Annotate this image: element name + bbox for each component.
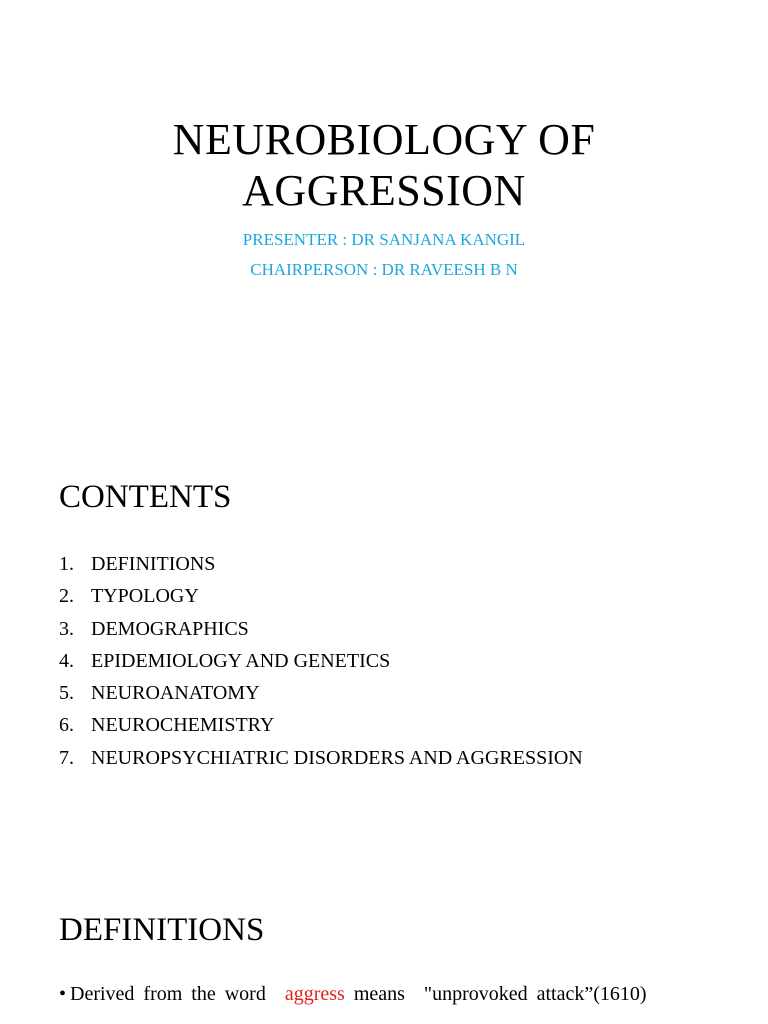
contents-item-label: TYPOLOGY (91, 585, 199, 608)
contents-item-number: 1. (59, 553, 74, 575)
contents-item (59, 677, 583, 709)
contents-item-label: NEUROANATOMY (91, 682, 260, 705)
contents-item-number: 6. (59, 714, 74, 737)
bullet-quote-text: "unprovoked attack”(1610) (423, 983, 647, 1005)
contents-list (59, 548, 583, 774)
definitions-heading: DEFINITIONS (59, 912, 265, 948)
contents-item-number: 7. (59, 746, 74, 769)
contents-item (59, 645, 583, 677)
chairperson-line: CHAIRPERSON : DR RAVEESH B N (250, 260, 518, 279)
contents-item-label: DEMOGRAPHICS (91, 617, 249, 640)
contents-item-number: 4. (59, 649, 74, 672)
contents-item-label: EPIDEMIOLOGY AND GENETICS (91, 649, 391, 672)
bullet-prefix-text: Derived from the word (70, 983, 266, 1005)
definitions-slide (0, 864, 768, 1024)
highlighted-word: aggress (284, 983, 345, 1005)
title-line-2: AGGRESSION (242, 166, 526, 215)
contents-slide (0, 432, 768, 864)
contents-item-number: 2. (59, 585, 74, 608)
contents-item-number: 5. (59, 682, 74, 705)
contents-item (59, 742, 583, 774)
contents-item-label: DEFINITIONS (91, 553, 216, 575)
contents-item-label: NEUROPSYCHIATRIC DISORDERS AND AGGRESSION (91, 746, 583, 769)
bullet-marker: • (59, 983, 67, 1005)
contents-item-number: 3. (59, 617, 74, 640)
contents-heading: CONTENTS (59, 479, 232, 515)
contents-item-label: NEUROCHEMISTRY (91, 714, 275, 737)
bullet-middle-text: means (353, 983, 405, 1005)
title-slide (0, 0, 768, 432)
contents-item (59, 709, 583, 741)
contents-item (59, 580, 583, 612)
presentation-title (0, 114, 768, 216)
definition-bullet (59, 983, 647, 1006)
title-line-1: NEUROBIOLOGY OF (172, 115, 596, 164)
presenter-line: PRESENTER : DR SANJANA KANGIL (242, 230, 526, 249)
contents-item (59, 613, 583, 645)
contents-item (59, 548, 583, 580)
